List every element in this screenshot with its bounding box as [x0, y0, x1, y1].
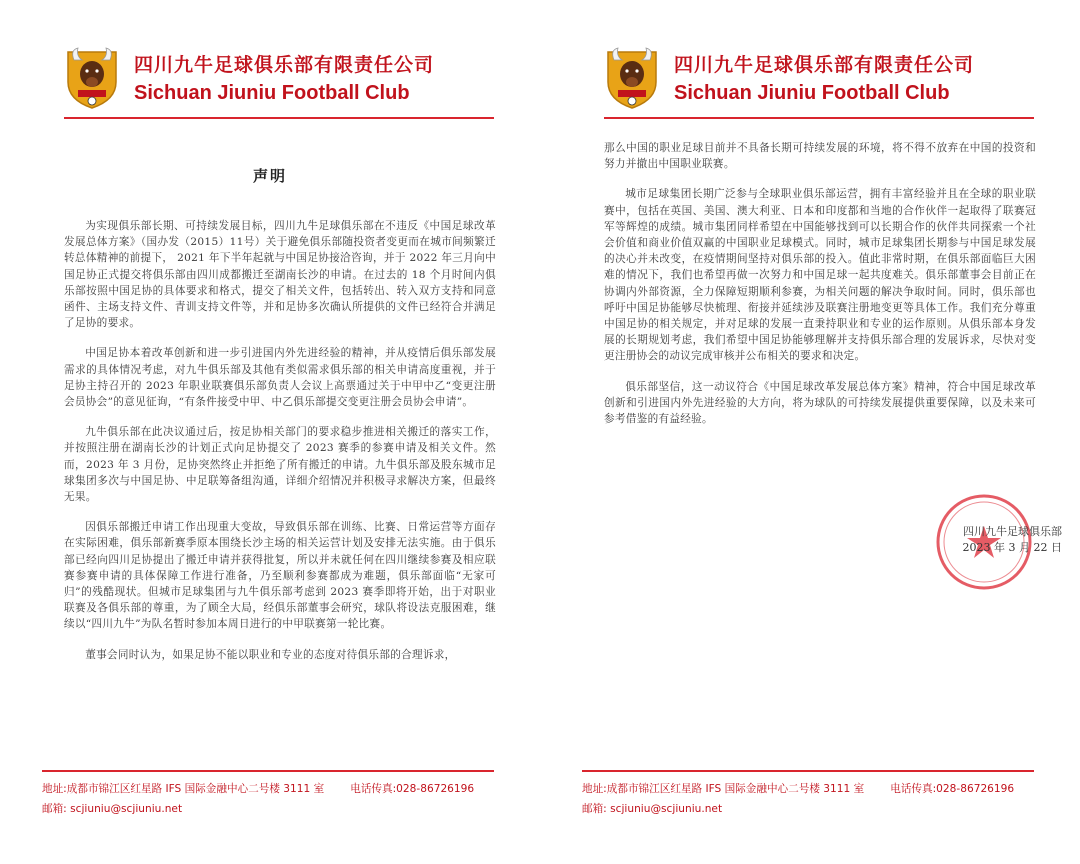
paragraph: 中国足协本着改革创新和进一步引进国内外先进经验的精神，并从疫情后俱乐部发展需求的具体情况考虑，对九牛俱乐部及其他有类似需求俱乐部的相关申请高度重视，并于足协主持召开的 2023 年职业联赛俱乐部负责人会议上高票通过关于中甲中乙“变更注册会员协会”的意见征询，“有条件接受中甲、中乙俱乐部提交变更注册会员协会申请”。 — [64, 347, 496, 409]
signature-date: 2023 年 3 月 22 日 — [962, 541, 1062, 554]
statement-body-left — [64, 218, 496, 677]
club-logo-icon — [64, 46, 120, 110]
footer-email: 邮箱: scjiuniu@scjiuniu.net — [42, 803, 183, 815]
company-name-en: Sichuan Jiuniu Football Club — [134, 82, 410, 104]
footer-divider — [582, 770, 1034, 772]
header-divider — [64, 117, 494, 119]
footer-address: 地址:成都市锦江区红星路 IFS 国际金融中心二号楼 3111 室 — [42, 783, 325, 795]
company-name-cn: 四川九牛足球俱乐部有限责任公司 — [134, 54, 435, 76]
signature-block — [922, 524, 1062, 556]
paragraph: 为实现俱乐部长期、可持续发展目标，四川九牛足球俱乐部在不违反《中国足球改革发展总体方案》（国办发（2015）11号）关于避免俱乐部随投资者变更而在城市间频繁迁转总体精神的前提下， 2021 年下半年起就与中国足协接洽咨询，并于 2022 年三月向中国足协正式提交将俱乐部由四川成都搬迁至湖南长沙的申请。在过去的 18 个月时间内俱乐部按照中国足协的具体要求和格式，提交了相关文件，包括转出、转入双方支持和同意函件、主场支持文件、青训支持文件等，并和足协多次确认所提供的文件已经符合并满足了足协的要求。 — [64, 220, 496, 330]
header-divider — [604, 117, 1034, 119]
company-name-cn: 四川九牛足球俱乐部有限责任公司 — [674, 54, 975, 76]
document-page-right — [540, 0, 1080, 864]
document-title: 声明 — [252, 167, 287, 185]
letterhead — [604, 46, 1034, 116]
statement-body-right — [604, 140, 1036, 441]
footer-divider — [42, 770, 494, 772]
signature-org: 四川九牛足球俱乐部 — [963, 525, 1062, 538]
paragraph: 九牛俱乐部在此决议通过后，按足协相关部门的要求稳步推进相关搬迁的落实工作，并按照注册在湖南长沙的计划正式向足协提交了 2023 赛季的参赛申请及相关文件。然而，2023 年 3 月份，足协突然终止并拒绝了所有搬迁的申请。九牛俱乐部及股东城市足球集团多次与中国足协、中足联筹备组沟通，详细介绍情况并积极寻求解决方案，但最终无果。 — [64, 426, 496, 504]
paragraph: 城市足球集团长期广泛参与全球职业俱乐部运营，拥有丰富经验并且在全球的职业联赛中，包括在英国、美国、澳大利亚、日本和印度都和当地的合作伙伴一起取得了联赛冠军等辉煌的成绩。城市集团同样希望在中国能够找到可以长期合作的伙伴共同探索一个社会价值和商业价值双赢的中国职业足球模式。同时，城市足球集团长期参与中国足球发展的决心并未改变，在疫情期间坚持对俱乐部的投入。值此非常时期，在俱乐部面临巨大困难的情况下，我们也希望再做一次努力和中国足球一起共度难关。俱乐部董事会目前正在协调内外部资源，全力保障短期顺利参赛，为相关问题的解决争取时间。同时，俱乐部也呼吁中国足协能够尽快梳理、衔接并延续涉及联赛注册地变更等具体工作。我们充分尊重中国足协的相关规定，并对足球的发展一直秉持职业和专业的运作原则。从俱乐部本身发展的长期规划考虑，我们希望中国足协能够理解并支持俱乐部合理的发展诉求，尽快对变更注册协会的动议完成审核并公布相关的要求和决定。 — [604, 188, 1036, 363]
footer-address: 地址:成都市锦江区红星路 IFS 国际金融中心二号楼 3111 室 — [582, 783, 865, 795]
footer-phone: 电话传真:028-86726196 — [890, 783, 1015, 795]
paragraph: 俱乐部坚信，这一动议符合《中国足球改革发展总体方案》精神，符合中国足球改革创新和引进国内外先进经验的大方向，将为球队的可持续发展提供重要保障，以及未来可参考借鉴的有益经验。 — [604, 380, 1036, 426]
paragraph: 那么中国的职业足球目前并不具备长期可持续发展的环境，将不得不放弃在中国的投资和努力并撤出中国职业联赛。 — [604, 142, 1036, 171]
footer — [582, 779, 1052, 819]
club-logo-icon — [604, 46, 660, 110]
company-name-en: Sichuan Jiuniu Football Club — [674, 82, 950, 104]
footer-email: 邮箱: scjiuniu@scjiuniu.net — [582, 803, 723, 815]
footer-phone: 电话传真:028-86726196 — [350, 783, 475, 795]
paragraph: 因俱乐部搬迁申请工作出现重大变故，导致俱乐部在训练、比赛、日常运营等方面存在实际困难，俱乐部新赛季原本围绕长沙主场的相关运营计划及安排无法实施。由于俱乐部已经向四川足协提出了搬迁申请并获得批复，所以并未就任何在四川继续参赛及相应联赛参赛申请的具体保障工作进行准备，乃至顺利参赛都成为难题，俱乐部面临“无家可归”的残酷现状。但城市足球集团与九牛俱乐部考虑到 2023 赛季即将开始，出于对职业联赛及各俱乐部的尊重，为了顾全大局，经俱乐部董事会研究，球队将设法克服困难，继续以“四川九牛”为队名暂时参加本周日进行的中甲联赛第一轮比赛。 — [64, 521, 496, 631]
footer — [42, 779, 512, 819]
letterhead — [64, 46, 494, 116]
paragraph: 董事会同时认为，如果足协不能以职业和专业的态度对待俱乐部的合理诉求， — [85, 648, 456, 661]
